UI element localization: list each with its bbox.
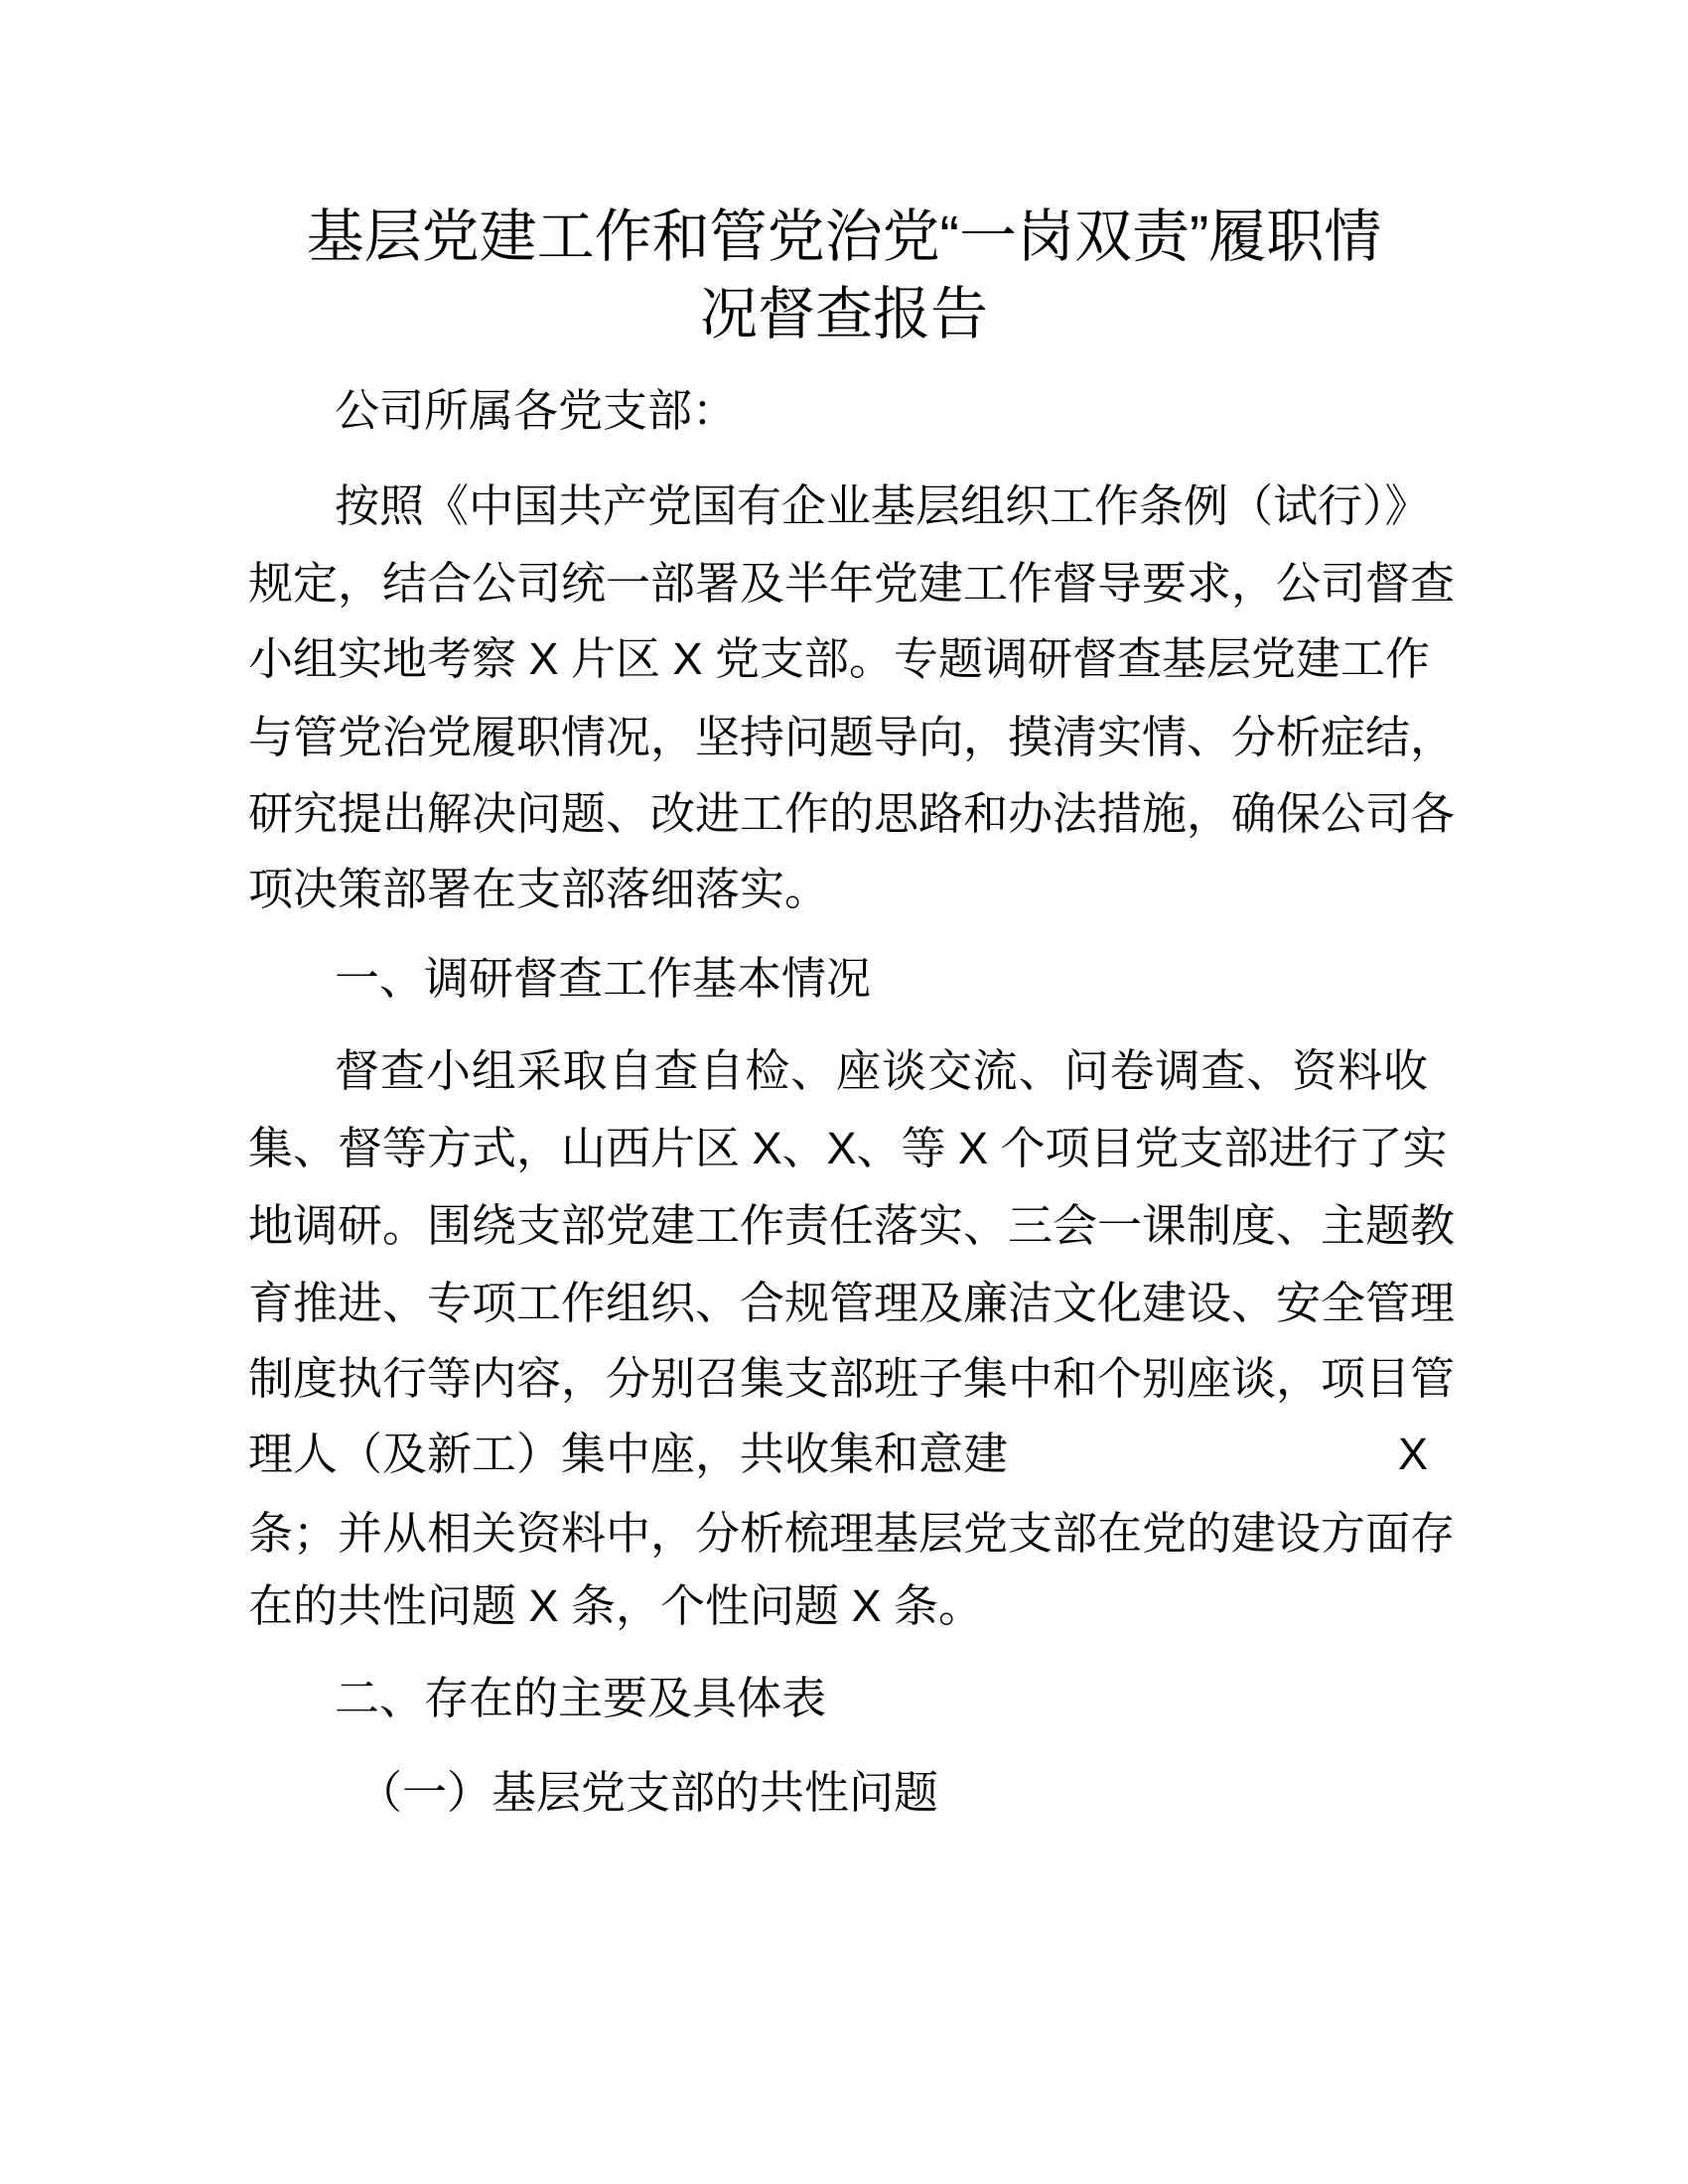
body-line-count: X (1397, 1429, 1428, 1479)
section-heading-1: 一、调研督查工作基本情况 (335, 953, 872, 1004)
body-line-text: 理人（及新工）集中座，共收集和意建 (248, 1429, 1009, 1479)
intro-line: 项决策部署在支部落细落实。 (248, 864, 830, 914)
subsection-heading-1: （一）基层党支部的共性问题 (357, 1767, 939, 1818)
body-line: 在的共性问题 X 条，个性问题 X 条。 (248, 1580, 984, 1631)
body-line: 地调研。围绕支部党建工作责任落实、三会一课制度、主题教 (248, 1200, 1456, 1251)
intro-line: 按照《中国共产党国有企业基层组织工作条例（试行）》 (335, 480, 1430, 531)
body-line-split (248, 1425, 1428, 1484)
document-title-line-1: 基层党建工作和管党治党“一岗双责”履职情 (306, 205, 1382, 269)
intro-line: 小组实地考察 X 片区 X 党支部。专题调研督查基层党建工作 (248, 633, 1431, 684)
body-line: 督查小组采取自查自检、座谈交流、问卷调查、资料收 (335, 1045, 1428, 1096)
intro-line: 规定，结合公司统一部署及半年党建工作督导要求，公司督查 (248, 558, 1456, 609)
document-title-line-2: 况督查报告 (699, 282, 988, 346)
intro-line: 研究提出解决问题、改进工作的思路和办法措施，确保公司各 (248, 788, 1456, 839)
body-line: 育推进、专项工作组织、合规管理及廉洁文化建设、安全管理 (248, 1278, 1456, 1328)
section-heading-2: 二、存在的主要及具体表 (335, 1673, 827, 1723)
body-line: 制度执行等内容，分别召集支部班子集中和个别座谈，项目管 (248, 1353, 1456, 1404)
body-line: 条；并从相关资料中，分析梳理基层党支部在党的建设方面存 (248, 1508, 1456, 1559)
intro-line: 与管党治党履职情况，坚持问题导向，摸清实情、分析症结， (248, 712, 1456, 762)
body-line: 集、督等方式，山西片区 X、X、等 X 个项目党支部进行了实 (248, 1123, 1448, 1173)
salutation: 公司所属各党支部： (335, 385, 738, 436)
